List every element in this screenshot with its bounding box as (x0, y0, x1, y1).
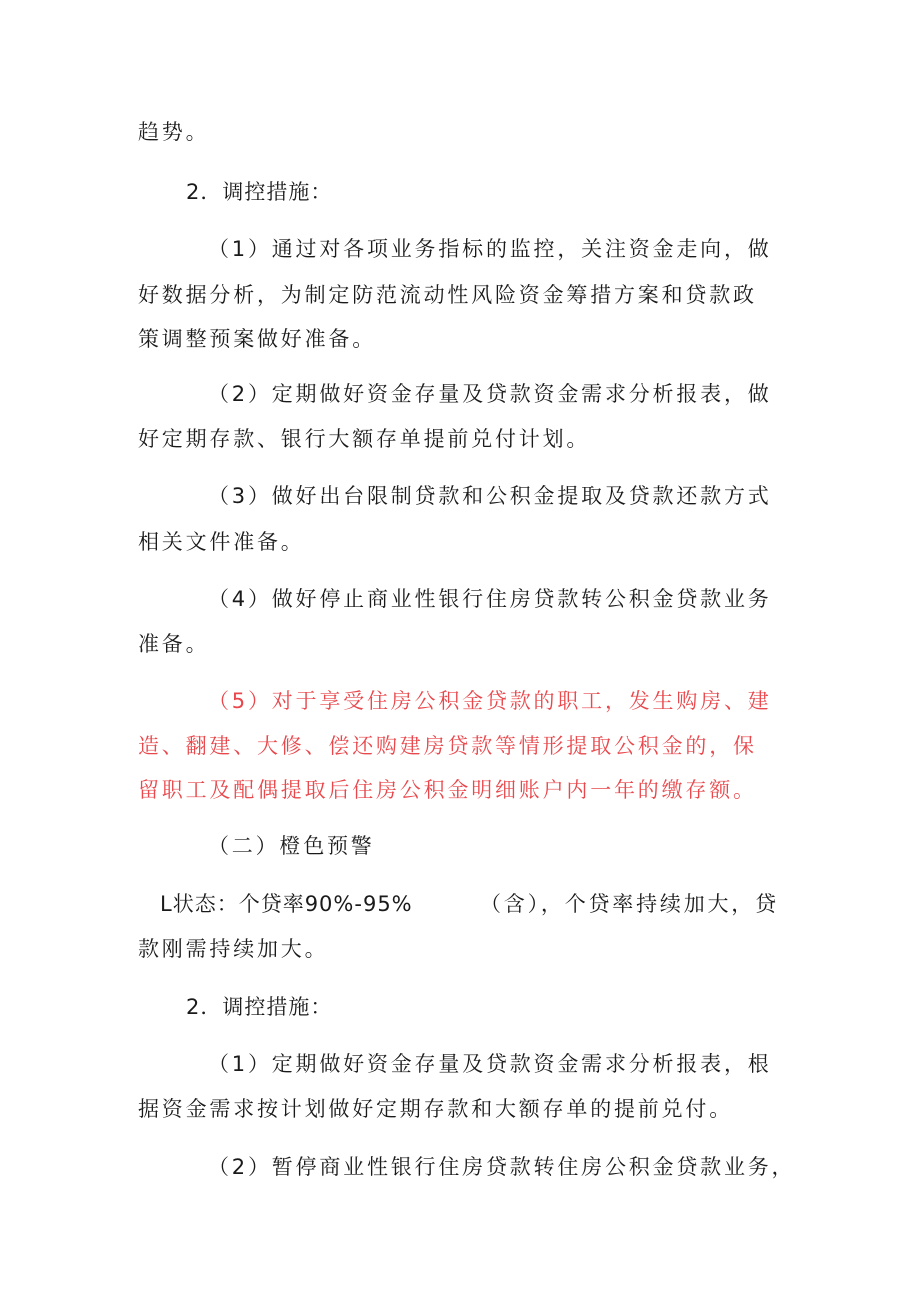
paragraph-line: 好定期存款、银行大额存单提前兑付计划。 (138, 427, 591, 451)
paragraph-line: （3）做好出台限制贷款和公积金提取及贷款还款方式 (208, 484, 772, 508)
section-heading: 2．调控措施： (186, 995, 333, 1019)
paragraph-line: 准备。 (138, 632, 210, 656)
section-heading: （二）橙色预警 (208, 834, 375, 858)
paragraph-line: （2）定期做好资金存量及贷款资金需求分析报表，做 (208, 382, 772, 406)
paragraph-line: （含），个贷率持续加大，贷 (480, 892, 779, 916)
paragraph-line: 相关文件准备。 (138, 530, 305, 554)
paragraph-line: （1）定期做好资金存量及贷款资金需求分析报表，根 (208, 1052, 772, 1076)
paragraph-line: L状态：个贷率90%-95% (160, 892, 413, 916)
highlighted-paragraph-line: （5）对于享受住房公积金贷款的职工，发生购房、建 (208, 689, 772, 713)
paragraph-line: 据资金需求按计划做好定期存款和大额存单的提前兑付。 (138, 1097, 733, 1121)
paragraph-line: （4）做好停止商业性银行住房贷款转公积金贷款业务 (208, 587, 772, 611)
paragraph-line: （1）通过对各项业务指标的监控，关注资金走向，做 (208, 237, 772, 261)
section-heading: 2．调控措施： (186, 180, 333, 204)
highlighted-paragraph-line: 留职工及配偶提取后住房公积金明细账户内一年的缴存额。 (138, 778, 757, 802)
paragraph-line: 趋势。 (138, 120, 210, 144)
paragraph-line: 好数据分析，为制定防范流动性风险资金筹措方案和贷款政 (138, 283, 757, 307)
highlighted-paragraph-line: 造、翻建、大修、偿还购建房贷款等情形提取公积金的，保 (138, 734, 757, 758)
paragraph-line: （2）暂停商业性银行住房贷款转住房公积金贷款业务， (208, 1155, 796, 1179)
paragraph-line: 策调整预案做好准备。 (138, 327, 376, 351)
paragraph-line: 款刚需持续加大。 (138, 937, 329, 961)
